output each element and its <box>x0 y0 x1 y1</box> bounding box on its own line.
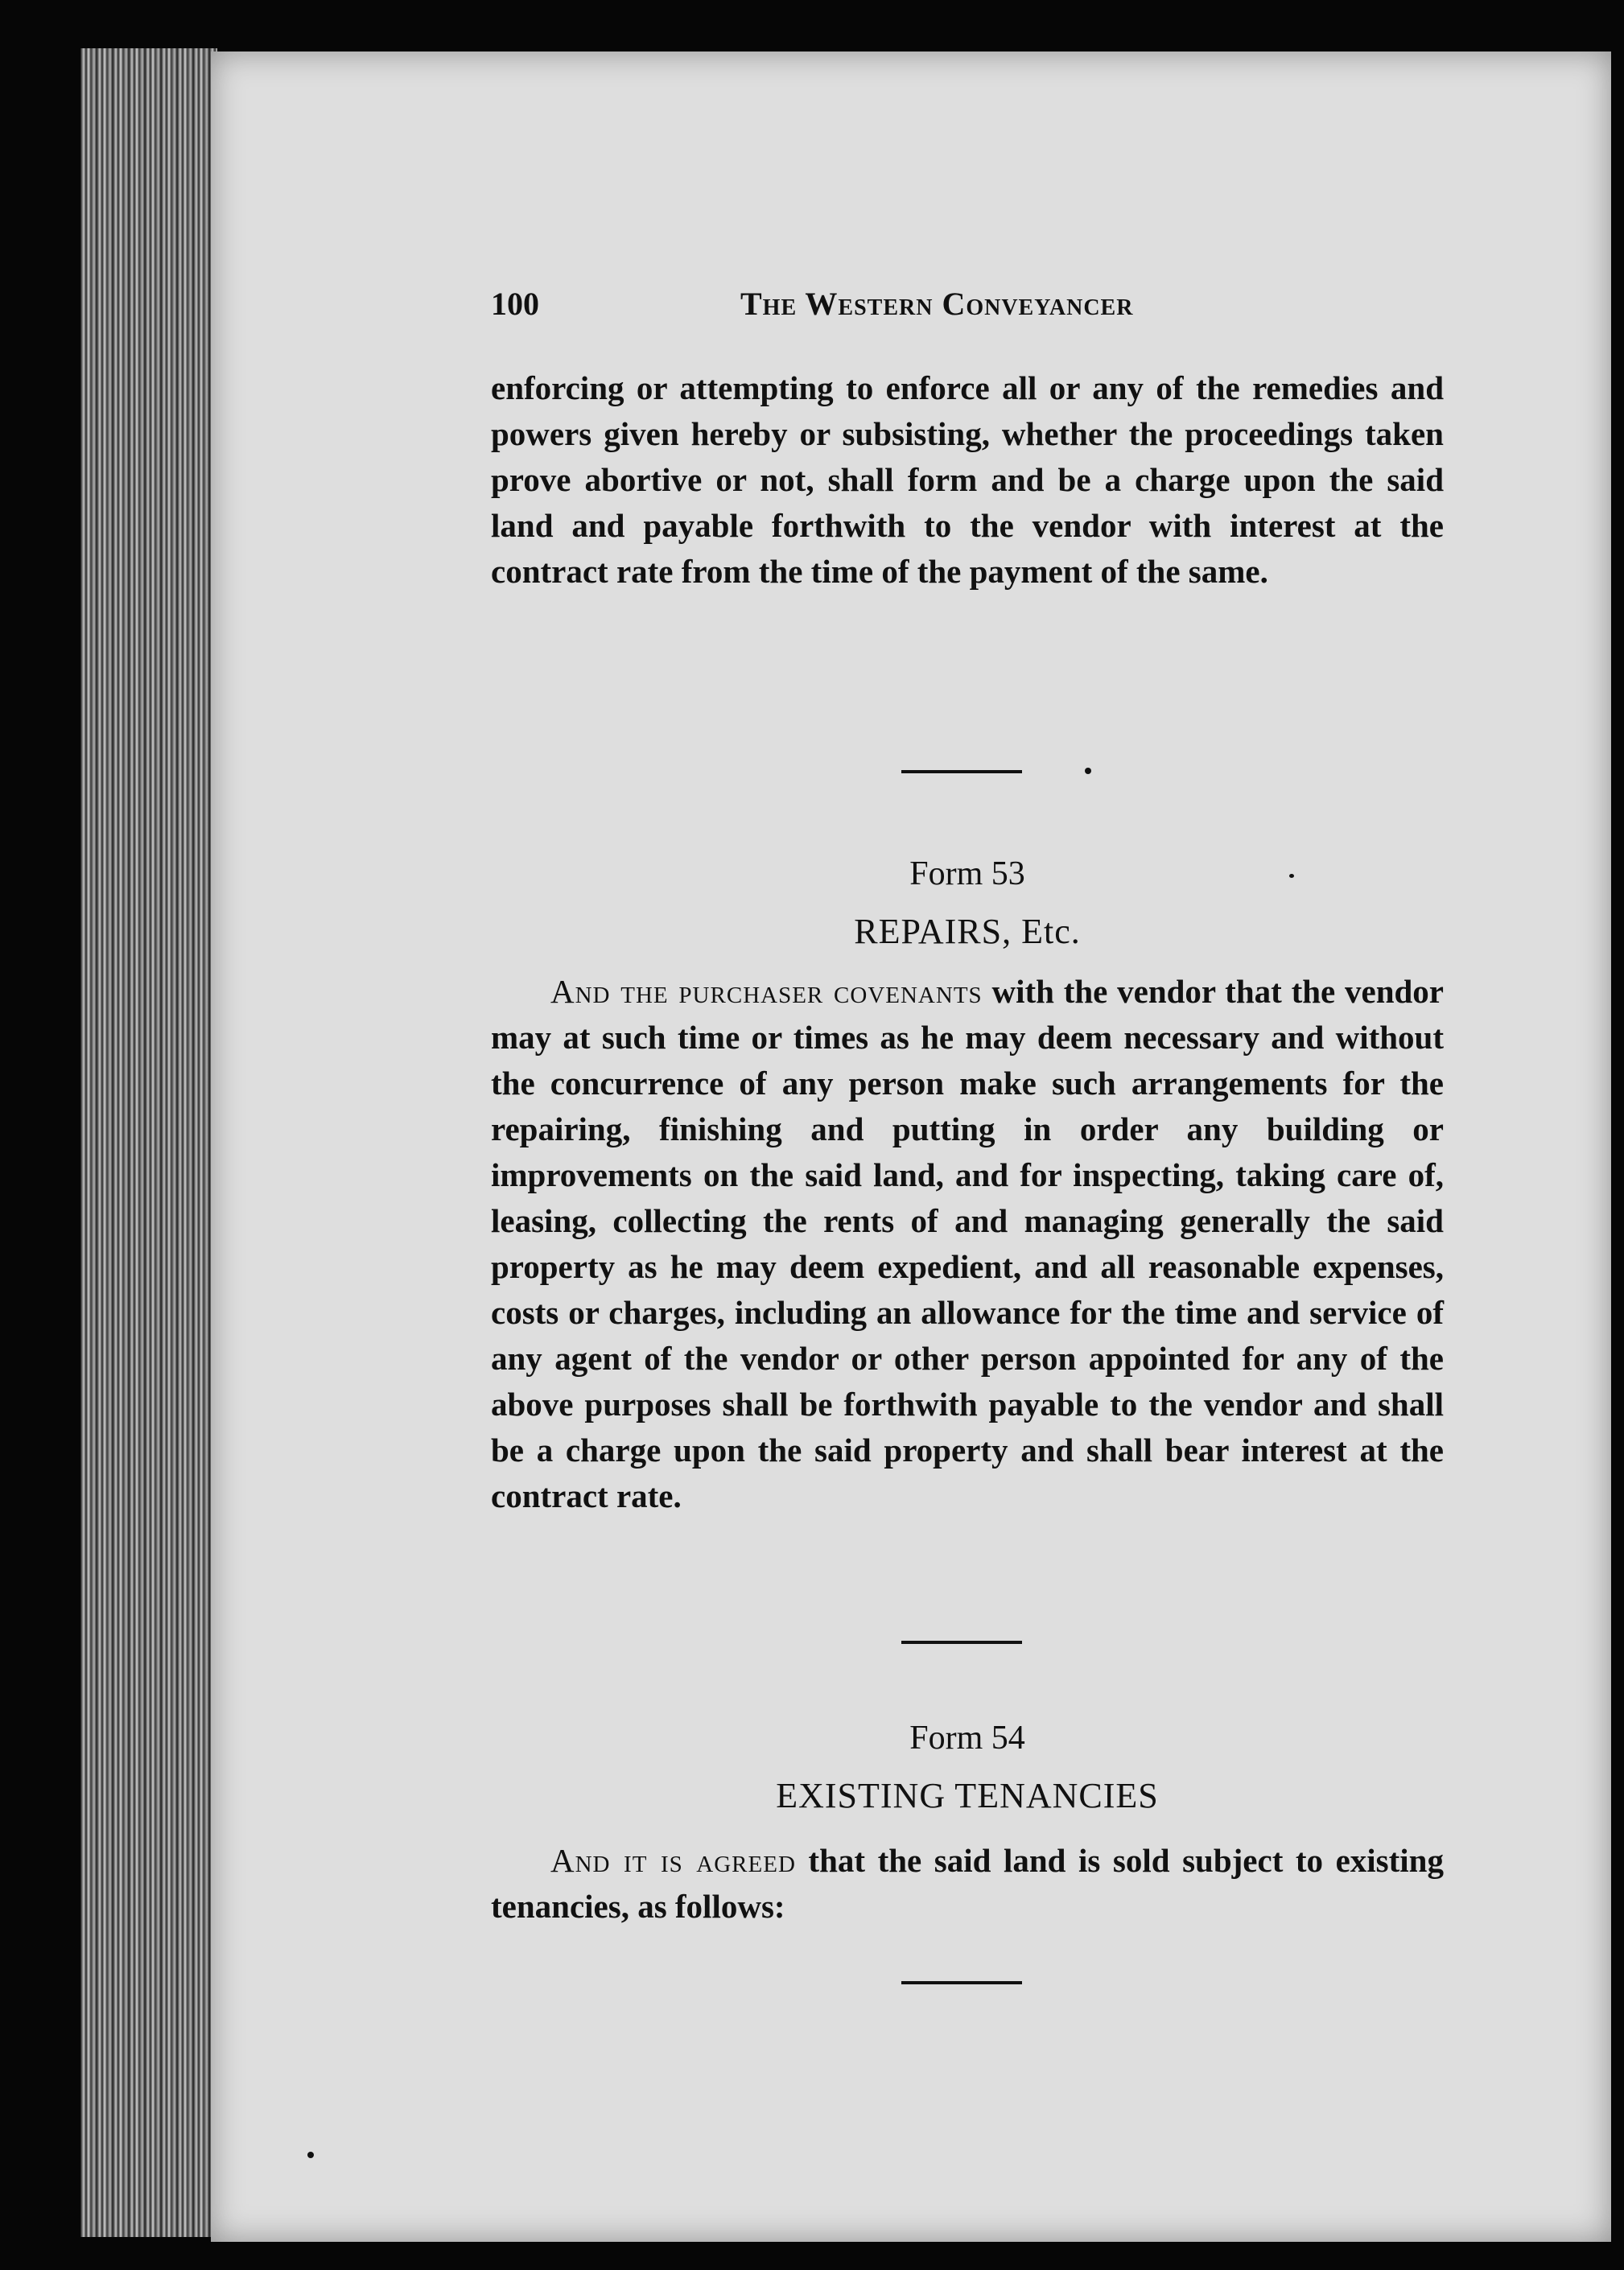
page-number: 100 <box>491 286 539 322</box>
section-divider-rule <box>901 1641 1022 1644</box>
form-53-paragraph-block <box>491 969 1444 1519</box>
running-title: The Western Conveyancer <box>740 286 1134 322</box>
opening-paragraph: enforcing or attempting to enforce all or any of the remedies and powers given hereby or subsisting, whether the proceedings taken prove abortive or not, shall form and be a charge upon the said land and payable forthwith to the vendor with interest at the contract rate from the time of the payment of the same. <box>491 369 1444 590</box>
form-54-title: EXISTING TENANCIES <box>776 1776 1159 1815</box>
form-54-body: that the said land is sold subject to existing tenancies, as follows: <box>491 1842 1444 1925</box>
section-divider-rule <box>901 1981 1022 1984</box>
form-54-paragraph <box>491 1838 1444 1930</box>
book-page <box>211 51 1611 2242</box>
form-54-number: Form 54 <box>909 1720 1025 1757</box>
form-53-title: REPAIRS, Etc. <box>854 912 1081 951</box>
opening-paragraph-block <box>491 365 1444 595</box>
book-page-edges <box>80 48 217 2237</box>
form-54-paragraph-block <box>491 1838 1444 1930</box>
running-head <box>491 285 1444 333</box>
form-53-body: with the vendor that the vendor may at such time or times as he may deem necessary and without the concurrence of any person make such arrangements for the repairing, finishing and putting in order any building or improvements on the said land, and for inspecting, taking care of, leasing, collecting the rents of and managing generally the said property as he may deem expedient, and all reasonable expenses, costs or charges, including an allowance for the time and service of any agent of the vendor or other person appointed for any of the above purposes shall be forthwith payable to the vendor and shall be a charge upon the said property and shall bear interest at the contract rate. <box>491 973 1445 1514</box>
section-divider-rule <box>901 770 1022 773</box>
form-54-lead: And it is agreed <box>550 1842 796 1879</box>
ink-speck <box>1289 874 1294 878</box>
ink-speck <box>307 2152 314 2158</box>
form-53-lead: And the purchaser covenants <box>550 973 983 1010</box>
form-53-number: Form 53 <box>909 855 1025 892</box>
ink-speck <box>1085 768 1091 774</box>
form-53-paragraph <box>491 969 1444 1519</box>
